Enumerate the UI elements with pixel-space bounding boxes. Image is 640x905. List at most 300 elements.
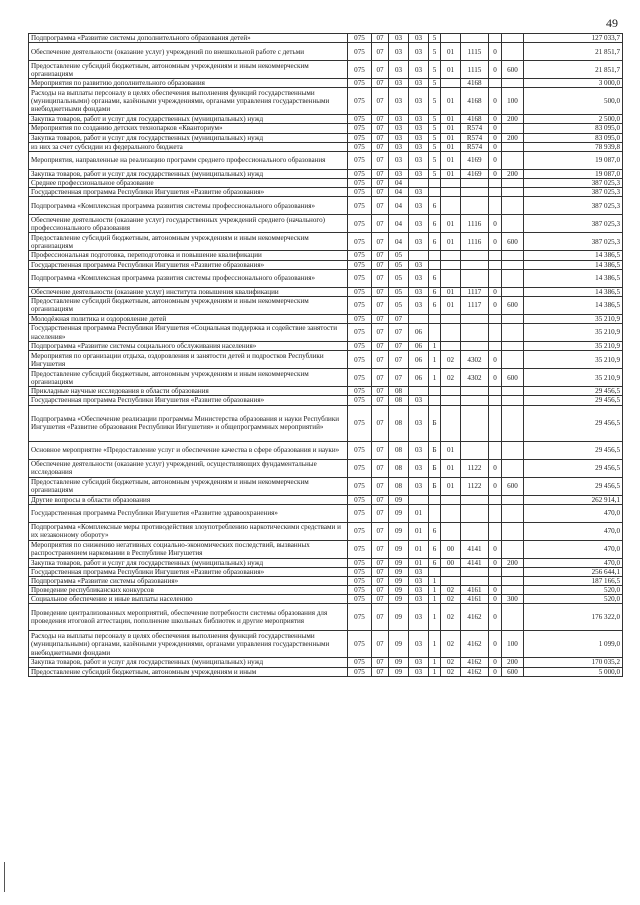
row-expense-type [502,604,524,631]
row-subsection: 05 [389,287,409,296]
row-digit: 0 [489,540,502,558]
table-row [29,79,623,88]
row-subsection: 03 [389,133,409,142]
row-amount: 35 210,9 [524,324,623,342]
row-ministry: 075 [348,522,372,540]
row-amount: 14 386,5 [524,269,623,287]
row-direction: 4168 [461,88,489,115]
row-event [441,567,461,576]
row-subprogram: 5 [429,61,441,79]
row-digit: 0 [489,124,502,133]
row-name: Социальное обеспечение и иные выплаты населению [29,595,348,604]
row-direction [461,342,489,351]
row-expense-type [502,197,524,215]
row-subprogram: 5 [429,124,441,133]
row-amount: 187 166,5 [524,576,623,585]
table-row [29,61,623,79]
row-amount: 35 210,9 [524,369,623,387]
table-row [29,269,623,287]
row-event: 01 [441,133,461,142]
row-digit [489,567,502,576]
row-digit: 0 [489,459,502,477]
row-subsection: 09 [389,667,409,676]
row-section: 07 [372,522,389,540]
row-ministry: 075 [348,215,372,233]
row-direction [461,197,489,215]
row-ministry: 075 [348,115,372,124]
row-section: 07 [372,604,389,631]
row-subprogram [429,396,441,405]
row-subsection: 09 [389,567,409,576]
row-section: 07 [372,124,389,133]
table-row [29,188,623,197]
row-name: из них за счет субсидии из федерального бюджета [29,142,348,151]
row-name: Закупка товаров, работ и услуг для государственных (муниципальных) нужд [29,658,348,667]
row-section: 07 [372,79,389,88]
row-digit [489,79,502,88]
row-direction: 1117 [461,296,489,314]
row-name: Мероприятия по созданию детских технопарков «Кванториум» [29,124,348,133]
row-subsection: 09 [389,522,409,540]
row-name: Подпрограмма «Развитие системы образования» [29,576,348,585]
row-event [441,314,461,323]
row-name: Предоставление субсидий бюджетным, автономным учреждениям и иным некоммерческим организациям [29,296,348,314]
row-section: 07 [372,188,389,197]
row-subsection: 09 [389,604,409,631]
row-subsection: 09 [389,595,409,604]
row-subprogram: 1 [429,576,441,585]
row-expense-type [502,387,524,396]
row-amount: 83 095,0 [524,133,623,142]
row-expense-type [502,441,524,459]
row-digit: 0 [489,631,502,658]
row-subprogram: 1 [429,667,441,676]
row-digit: 0 [489,88,502,115]
row-subprogram: 1 [429,369,441,387]
row-subprogram: 5 [429,43,441,61]
table-row [29,133,623,142]
row-expense-type [502,504,524,522]
row-direction: 4302 [461,369,489,387]
row-section: 07 [372,324,389,342]
table-row [29,396,623,405]
row-name: Предоставление субсидий бюджетным, автономным учреждениям и иным некоммерческим организациям [29,61,348,79]
table-row [29,43,623,61]
row-subsection: 03 [389,43,409,61]
row-ministry: 075 [348,595,372,604]
row-expense-type [502,314,524,323]
row-program: 01 [409,522,429,540]
row-section: 07 [372,631,389,658]
row-event: 02 [441,369,461,387]
row-digit [489,188,502,197]
row-program: 06 [409,324,429,342]
row-name: Обеспечение деятельности (оказание услуг) государственных учреждений среднего (начального) профессионального образования [29,215,348,233]
row-name: Прикладные научные исследования в области образования [29,387,348,396]
row-subsection: 04 [389,215,409,233]
row-digit [489,269,502,287]
row-program [409,314,429,323]
row-direction: 4169 [461,169,489,178]
row-digit [489,396,502,405]
page-number: 49 [606,16,618,30]
row-direction: 4141 [461,558,489,567]
row-name: Расходы на выплаты персоналу в целях обеспечения выполнения функций государственными (муниципальными) органами, казёнными учреждениями, органами управления государственными внебюджетными фондами [29,631,348,658]
row-section: 07 [372,387,389,396]
row-subprogram: 1 [429,595,441,604]
row-amount: 470,0 [524,540,623,558]
row-section: 07 [372,405,389,441]
row-ministry: 075 [348,342,372,351]
row-subsection: 08 [389,396,409,405]
table-row [29,504,623,522]
row-expense-type [502,522,524,540]
row-event [441,188,461,197]
row-amount: 170 035,2 [524,658,623,667]
row-program: 03 [409,61,429,79]
row-amount: 14 386,5 [524,251,623,260]
row-name: Закупка товаров, работ и услуг для государственных (муниципальных) нужд [29,558,348,567]
row-subsection: 05 [389,269,409,287]
row-ministry: 075 [348,567,372,576]
row-subsection: 07 [389,351,409,369]
row-amount: 387 025,3 [524,179,623,188]
row-amount: 29 456,5 [524,459,623,477]
row-subsection: 03 [389,124,409,133]
row-event: 01 [441,142,461,151]
row-ministry: 075 [348,88,372,115]
row-amount: 29 456,5 [524,387,623,396]
row-program: 03 [409,197,429,215]
row-subsection: 08 [389,387,409,396]
table-row [29,296,623,314]
table-row [29,142,623,151]
row-expense-type [502,540,524,558]
row-event: 02 [441,631,461,658]
row-subsection: 09 [389,658,409,667]
row-program: 03 [409,667,429,676]
row-ministry: 075 [348,405,372,441]
row-direction [461,188,489,197]
row-ministry: 075 [348,576,372,585]
row-program [409,495,429,504]
row-amount: 29 456,5 [524,405,623,441]
row-program: 03 [409,88,429,115]
row-event [441,79,461,88]
row-digit [489,522,502,540]
table-row [29,169,623,178]
row-expense-type [502,405,524,441]
row-name: Обеспечение деятельности (оказание услуг) института повышения квалификации [29,287,348,296]
table-row [29,405,623,441]
row-subprogram: 6 [429,269,441,287]
row-program [409,251,429,260]
row-digit [489,576,502,585]
table-row [29,459,623,477]
row-subsection: 05 [389,260,409,269]
row-section: 07 [372,658,389,667]
row-name: Государственная программа Республики Ингушетия «Развитие образования» [29,260,348,269]
row-subprogram: 6 [429,522,441,540]
table-row [29,197,623,215]
row-subprogram: 6 [429,287,441,296]
row-section: 07 [372,576,389,585]
row-section: 07 [372,215,389,233]
row-name: Обеспечение деятельности (оказание услуг) учреждений, осуществляющих фундаментальные исследования [29,459,348,477]
row-direction [461,179,489,188]
row-ministry: 075 [348,124,372,133]
row-name: Другие вопросы в области образования [29,495,348,504]
row-subprogram: 5 [429,34,441,43]
row-subprogram: 6 [429,215,441,233]
row-digit: 0 [489,151,502,169]
row-digit: 0 [489,61,502,79]
row-ministry: 075 [348,504,372,522]
row-section: 07 [372,342,389,351]
row-expense-type [502,179,524,188]
row-name: Подпрограмма «Комплексная программа развития системы профессионального образования» [29,197,348,215]
row-ministry: 075 [348,351,372,369]
row-event: 01 [441,169,461,178]
row-subsection: 05 [389,251,409,260]
row-program [409,179,429,188]
row-event: 01 [441,215,461,233]
row-event: 01 [441,287,461,296]
row-subprogram [429,324,441,342]
row-subprogram: 6 [429,233,441,251]
row-event [441,387,461,396]
row-subprogram: 5 [429,151,441,169]
row-direction: 4162 [461,658,489,667]
row-amount: 470,0 [524,504,623,522]
row-direction: R574 [461,124,489,133]
row-section: 07 [372,43,389,61]
row-section: 07 [372,142,389,151]
row-expense-type [502,269,524,287]
row-event [441,576,461,585]
row-event [441,504,461,522]
row-program: 03 [409,233,429,251]
row-direction [461,567,489,576]
table-row [29,558,623,567]
row-section: 07 [372,34,389,43]
row-expense-type [502,151,524,169]
row-ministry: 075 [348,260,372,269]
row-direction [461,314,489,323]
row-subprogram: 1 [429,586,441,595]
table-row [29,567,623,576]
row-digit: 0 [489,233,502,251]
row-subprogram: 1 [429,342,441,351]
table-row [29,342,623,351]
row-ministry: 075 [348,79,372,88]
table-row [29,115,623,124]
row-amount: 470,0 [524,522,623,540]
row-direction: 4162 [461,667,489,676]
row-direction [461,34,489,43]
row-digit [489,251,502,260]
row-name: Мероприятия по организации отдыха, оздоровления и занятости детей и подростков Республики Ингушетия [29,351,348,369]
row-direction: 1122 [461,477,489,495]
row-section: 07 [372,179,389,188]
row-program: 03 [409,34,429,43]
row-event [441,269,461,287]
row-event: 01 [441,296,461,314]
row-ministry: 075 [348,387,372,396]
row-direction: R574 [461,142,489,151]
row-section: 07 [372,595,389,604]
row-event [441,197,461,215]
row-amount: 19 087,0 [524,169,623,178]
row-subsection: 09 [389,558,409,567]
row-digit [489,495,502,504]
row-expense-type: 600 [502,369,524,387]
row-digit [489,197,502,215]
row-program: 03 [409,43,429,61]
row-direction: 4162 [461,631,489,658]
row-ministry: 075 [348,369,372,387]
row-program: 03 [409,604,429,631]
row-subprogram: 1 [429,351,441,369]
row-section: 07 [372,441,389,459]
row-digit: 0 [489,477,502,495]
row-name: Подпрограмма «Развитие системы дополнительного образования детей» [29,34,348,43]
row-ministry: 075 [348,540,372,558]
row-program: 06 [409,351,429,369]
row-section: 07 [372,667,389,676]
row-event: 00 [441,558,461,567]
row-program: 03 [409,188,429,197]
row-section: 07 [372,477,389,495]
row-expense-type [502,215,524,233]
row-amount: 387 025,3 [524,233,623,251]
row-digit [489,405,502,441]
row-digit: 0 [489,215,502,233]
row-name: Подпрограмма «Комплексные меры противодействия злоупотреблению наркотическими средствами и их незаконному обороту» [29,522,348,540]
row-section: 07 [372,586,389,595]
row-subsection: 07 [389,369,409,387]
row-subprogram: Б [429,477,441,495]
row-name: Государственная программа Республики Ингушетия «Развитие образования» [29,567,348,576]
row-event: 02 [441,604,461,631]
row-expense-type [502,576,524,585]
row-expense-type [502,586,524,595]
row-subsection: 08 [389,459,409,477]
row-program: 03 [409,260,429,269]
table-body [29,34,623,677]
row-expense-type [502,342,524,351]
row-name: Государственная программа Республики Ингушетия «Развитие образования» [29,396,348,405]
row-event: 01 [441,459,461,477]
table-row [29,495,623,504]
table-row [29,595,623,604]
row-ministry: 075 [348,169,372,178]
row-expense-type [502,324,524,342]
row-amount: 14 386,5 [524,296,623,314]
row-program: 03 [409,287,429,296]
row-subprogram: 6 [429,197,441,215]
row-subsection: 03 [389,88,409,115]
row-subsection: 09 [389,631,409,658]
budget-table [28,33,623,677]
row-section: 07 [372,351,389,369]
row-direction [461,324,489,342]
row-amount: 29 456,5 [524,477,623,495]
row-expense-type: 200 [502,558,524,567]
row-section: 07 [372,233,389,251]
row-subprogram: 5 [429,133,441,142]
row-name: Среднее профессиональное образование [29,179,348,188]
row-direction [461,260,489,269]
row-ministry: 075 [348,396,372,405]
row-subsection: 08 [389,405,409,441]
row-ministry: 075 [348,667,372,676]
row-expense-type [502,351,524,369]
row-ministry: 075 [348,151,372,169]
row-expense-type [502,495,524,504]
row-subsection: 03 [389,61,409,79]
row-subprogram: 6 [429,558,441,567]
row-amount: 520,0 [524,595,623,604]
row-digit: 0 [489,43,502,61]
row-event: 00 [441,540,461,558]
row-ministry: 075 [348,296,372,314]
row-name: Предоставление субсидий бюджетным, автономным учреждениям и иным некоммерческим организациям [29,233,348,251]
table-row [29,387,623,396]
row-digit: 0 [489,287,502,296]
row-amount: 83 095,0 [524,124,623,133]
row-expense-type: 200 [502,169,524,178]
row-name: Предоставление субсидий бюджетным, автономным учреждениям и иным некоммерческим организациям [29,369,348,387]
row-name: Предоставление субсидий бюджетным, автономным учреждениям и иным некоммерческим организациям [29,477,348,495]
row-subprogram: Б [429,459,441,477]
row-direction: 1115 [461,43,489,61]
row-ministry: 075 [348,197,372,215]
row-subprogram: 1 [429,604,441,631]
row-subsection: 08 [389,441,409,459]
row-subprogram: 5 [429,169,441,178]
row-program: 03 [409,169,429,178]
row-event [441,396,461,405]
row-event [441,522,461,540]
row-ministry: 075 [348,142,372,151]
row-direction: 4161 [461,595,489,604]
row-digit [489,441,502,459]
row-expense-type [502,287,524,296]
row-program: 03 [409,567,429,576]
row-program: 06 [409,342,429,351]
row-subprogram: Б [429,405,441,441]
row-name: Мероприятия по снижению негативных социально-экономических последствий, вызванных распространением наркомании в Республике Ингушетия [29,540,348,558]
row-expense-type: 600 [502,296,524,314]
row-amount: 5 000,0 [524,667,623,676]
table-row [29,314,623,323]
row-digit: 0 [489,369,502,387]
row-digit: 0 [489,658,502,667]
row-direction: 4161 [461,586,489,595]
row-event [441,260,461,269]
row-section: 07 [372,369,389,387]
row-ministry: 075 [348,604,372,631]
row-program: 01 [409,540,429,558]
row-program: 03 [409,441,429,459]
table-row [29,658,623,667]
row-amount: 35 210,9 [524,351,623,369]
row-amount: 19 087,0 [524,151,623,169]
row-expense-type: 600 [502,477,524,495]
row-subprogram [429,179,441,188]
table-row [29,215,623,233]
